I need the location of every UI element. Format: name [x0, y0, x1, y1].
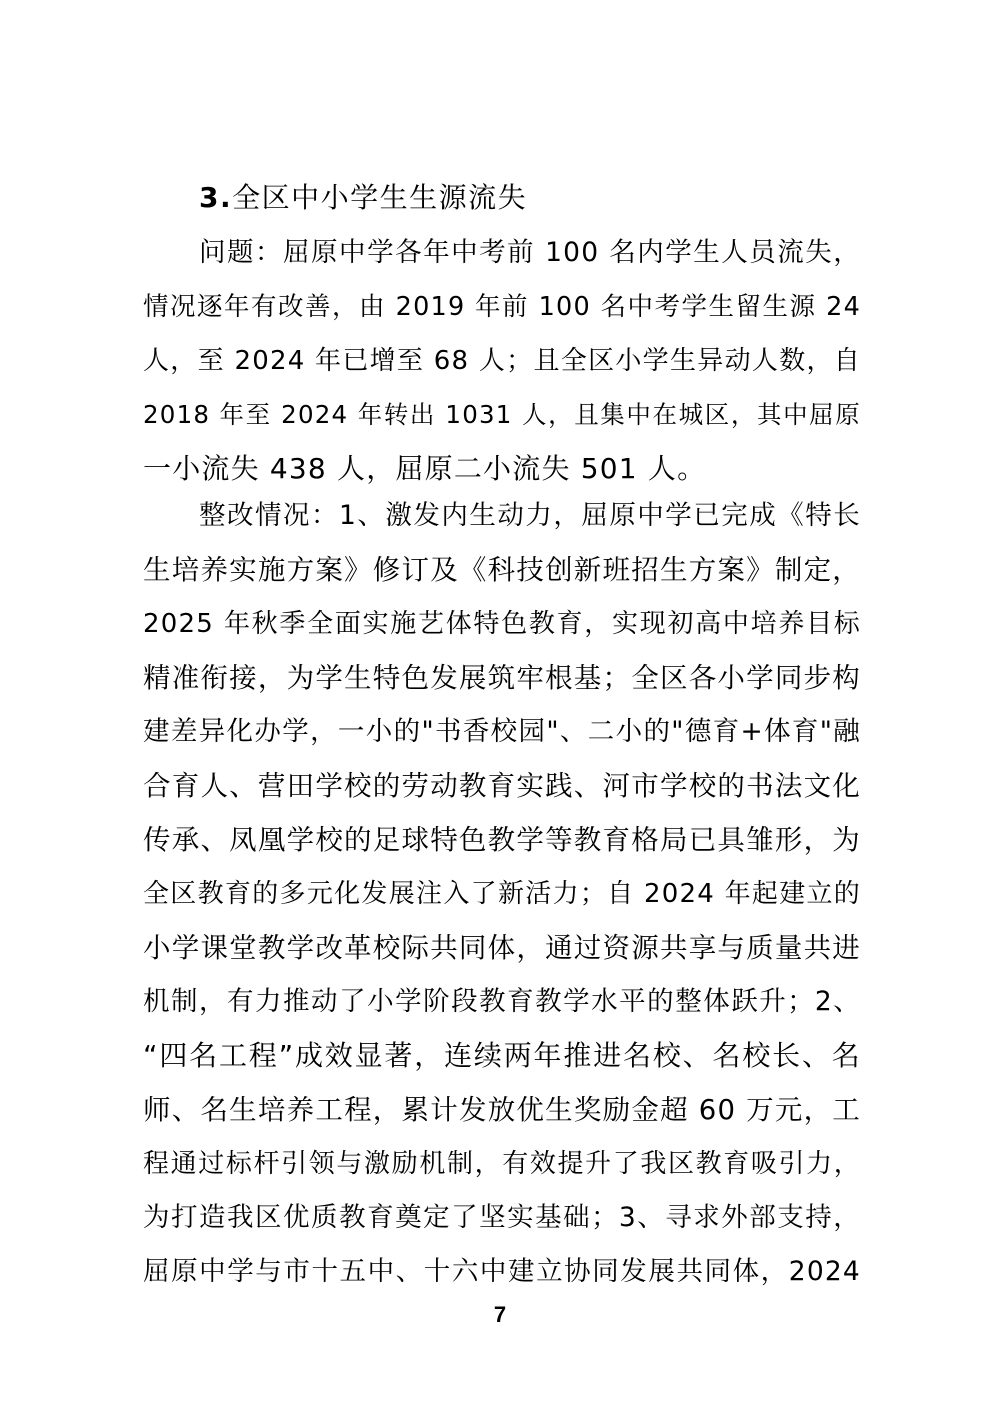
rectification-line: 全区教育的多元化发展注入了新活力；自 2024 年起建立的 — [143, 879, 861, 909]
rectification-line: 为打造我区优质教育奠定了坚实基础；3、寻求外部支持， — [143, 1202, 861, 1233]
rectification-line: 2025 年秋季全面实施艺体特色教育，实现初高中培养目标 — [143, 609, 861, 639]
problem-paragraph — [143, 226, 861, 496]
rectification-line: 小学课堂教学改革校际共同体，通过资源共享与质量共进 — [143, 932, 861, 964]
section-title: 全区中小学生生源流失 — [232, 181, 528, 214]
rectification-line: “四名工程”成效显著，连续两年推进名校、名校长、名 — [143, 1039, 861, 1072]
problem-line: 一小流失 438 人，屈原二小流失 501 人。 — [143, 452, 707, 485]
rectification-line: 合育人、营田学校的劳动教育实践、河市学校的书法文化 — [143, 770, 861, 802]
rectification-line: 生培养实施方案》修订及《科技创新班招生方案》制定， — [143, 554, 861, 586]
rectification-line: 程通过标杆引领与激励机制，有效提升了我区教育吸引力， — [143, 1149, 861, 1179]
problem-line: 人，至 2024 年已增至 68 人；且全区小学生异动人数，自 — [143, 346, 861, 376]
rectification-line: 传承、凤凰学校的足球特色教学等教育格局已具雏形，为 — [143, 824, 861, 856]
page-number: 7 — [493, 1302, 507, 1327]
rectification-paragraph — [143, 489, 861, 1299]
problem-line: 情况逐年有改善，由 2019 年前 100 名中考学生留生源 24 — [143, 292, 861, 322]
section-number: 3. — [199, 181, 233, 214]
rectification-line: 机制，有力推动了小学阶段教育教学水平的整体跃升；2、 — [143, 986, 861, 1017]
rectification-line: 整改情况：1、激发内生动力，屈原中学已完成《特长 — [199, 500, 861, 531]
rectification-line: 建差异化办学，一小的"书香校园"、二小的"德育+体育"融 — [143, 716, 861, 747]
rectification-line: 师、名生培养工程，累计发放优生奖励金超 60 万元，工 — [143, 1094, 861, 1126]
problem-line: 2018 年至 2024 年转出 1031 人，且集中在城区，其中屈原 — [143, 400, 861, 429]
problem-line: 问题：屈原中学各年中考前 100 名内学生人员流失， — [199, 237, 861, 268]
section-heading — [199, 176, 527, 220]
rectification-line: 精准衔接，为学生特色发展筑牢根基；全区各小学同步构 — [143, 662, 861, 694]
rectification-line: 屈原中学与市十五中、十六中建立协同发展共同体，2024 — [143, 1256, 861, 1287]
